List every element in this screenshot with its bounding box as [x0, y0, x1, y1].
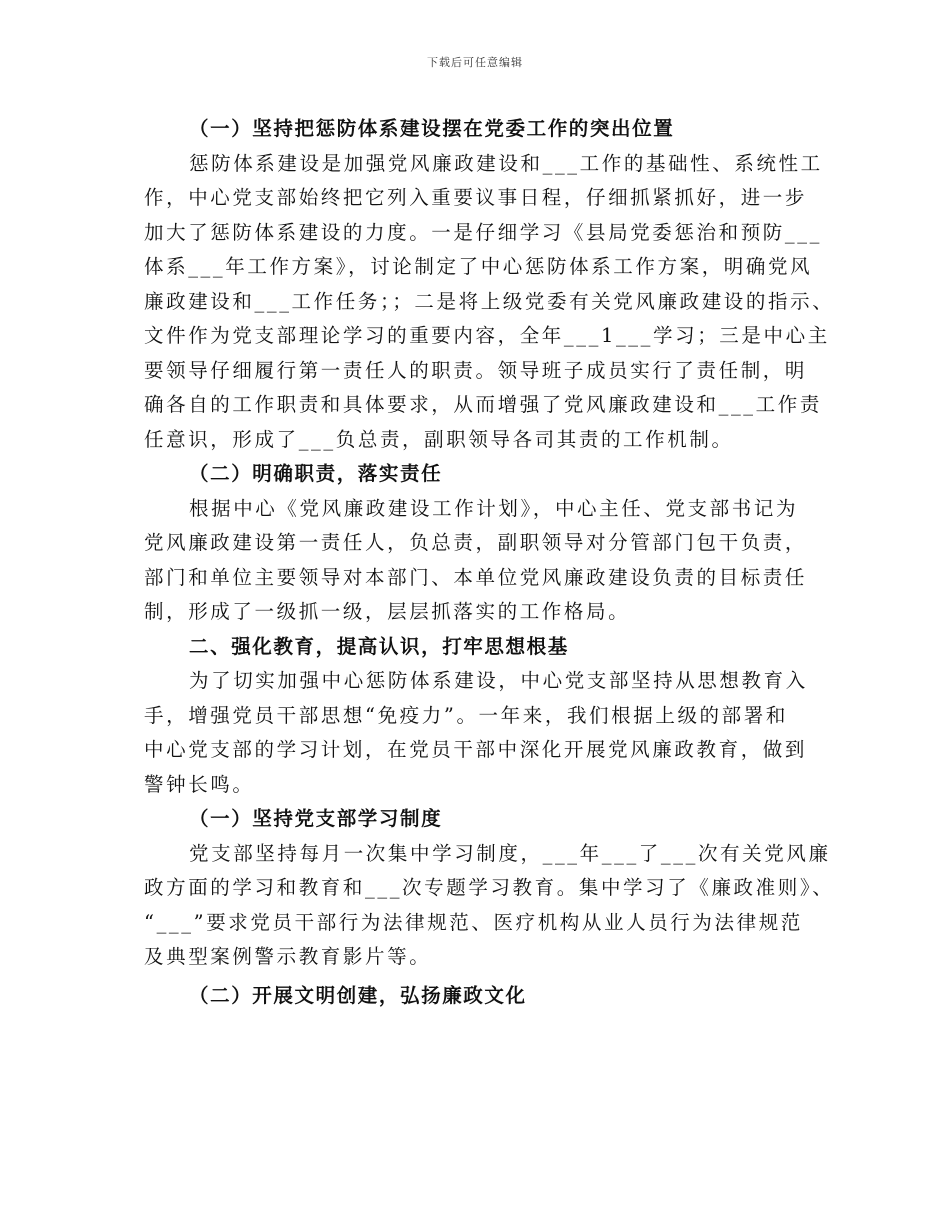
- paragraph-line: 政方面的学习和教育和___次专题学习教育。集中学习了《廉政准则》、: [144, 876, 835, 899]
- paragraph-line: 确各自的工作职责和具体要求，从而增强了党风廉政建设和___工作责: [144, 393, 822, 416]
- paragraph-line: 要领导仔细履行第一责任人的职责。领导班子成员实行了责任制，明: [144, 358, 808, 382]
- paragraph-line: 中心党支部的学习计划，在党员干部中深化开展党风廉政教育，做到: [144, 738, 808, 761]
- paragraph-line: 作，中心党支部始终把它列入重要议事日程，仔细抓紧抓好，进一步: [144, 186, 808, 209]
- paragraph-line: 部门和单位主要领导对本部门、本单位党风廉政建设负责的目标责任: [144, 565, 808, 589]
- page-header: 下载后可任意编辑: [427, 56, 523, 69]
- section-heading: （一）坚持党支部学习制度: [189, 807, 443, 830]
- paragraph-line: 制，形成了一级抓一级，层层抓落实的工作格局。: [144, 600, 631, 623]
- section-heading: （二）明确职责，落实责任: [189, 462, 443, 485]
- paragraph-line: 惩防体系建设是加强党风廉政建设和___工作的基础性、系统性工: [189, 151, 823, 175]
- paragraph-line: 党风廉政建设第一责任人，负总责，副职领导对分管部门包干负责，: [144, 531, 808, 554]
- paragraph-line: “___”要求党员干部行为法律规范、医疗机构从业人员行为法律规范: [144, 910, 803, 934]
- paragraph-line: 文件作为党支部理论学习的重要内容，全年___1___学习；三是中心主: [144, 324, 830, 347]
- paragraph-line: 党支部坚持每月一次集中学习制度，___年___了___次有关党风廉: [189, 841, 831, 865]
- paragraph-line: 为了切实加强中心惩防体系建设，中心党支部坚持从思想教育入: [189, 669, 808, 692]
- document-body: [144, 112, 835, 1013]
- section-heading: （二）开展文明创建，弘扬廉政文化: [189, 983, 527, 1007]
- paragraph-line: 警钟长鸣。: [144, 772, 255, 796]
- paragraph-line: 根据中心《党风廉政建设工作计划》，中心主任、党支部书记为: [189, 496, 799, 520]
- paragraph-line: 廉政建设和___工作任务；；二是将上级党委有关党风廉政建设的指示、: [144, 289, 835, 313]
- paragraph-line: 体系___年工作方案》，讨论制定了中心惩防体系工作方案，明确党风: [144, 255, 813, 278]
- section-heading: （一）坚持把惩防体系建设摆在党委工作的突出位置: [189, 117, 675, 140]
- paragraph-line: 手，增强党员干部思想“免疫力”。一年来，我们根据上级的部署和: [144, 703, 788, 727]
- paragraph-line: 任意识，形成了___负总责，副职领导各司其责的工作机制。: [144, 427, 734, 451]
- paragraph-line: 加大了惩防体系建设的力度。一是仔细学习《县局党委惩治和预防___: [144, 220, 822, 244]
- section-heading: 二、强化教育，提高认识，打牢思想根基: [189, 634, 569, 658]
- paragraph-line: 及典型案例警示教育影片等。: [144, 945, 432, 968]
